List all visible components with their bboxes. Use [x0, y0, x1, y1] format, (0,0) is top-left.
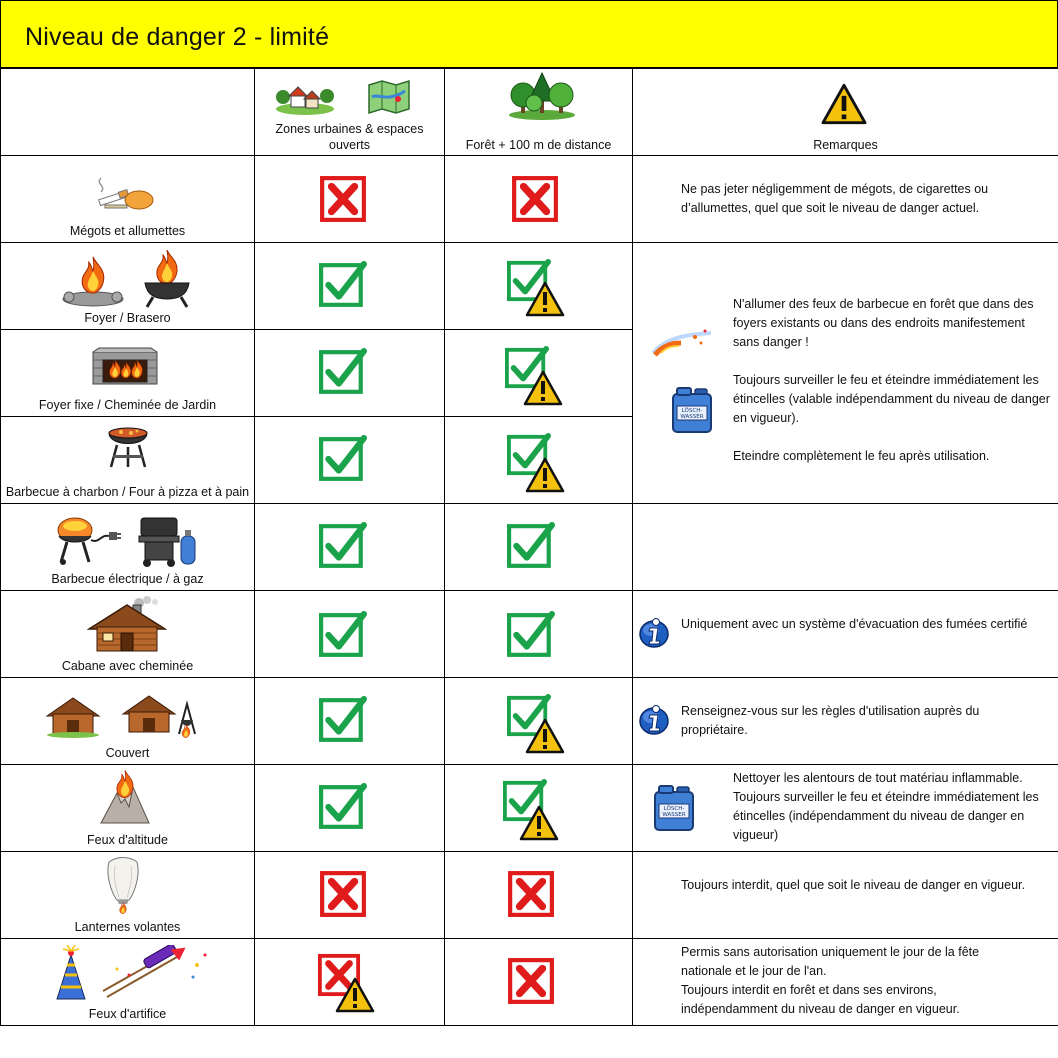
lantern-icon — [103, 856, 143, 914]
row-label-cell — [1, 156, 255, 243]
forbidden-icon — [319, 870, 367, 918]
warning-icon — [525, 718, 565, 754]
bbq-remark-cell — [633, 243, 1058, 504]
table-row — [1, 939, 1058, 1026]
header-forest-cell — [445, 69, 633, 156]
row-label-cell — [1, 504, 255, 591]
table-row — [1, 156, 1058, 243]
forest-status-cell — [445, 765, 633, 852]
remark-cell — [633, 852, 1058, 939]
forest-status-cell — [445, 330, 633, 417]
forest-status-cell — [445, 504, 633, 591]
table-row — [1, 591, 1058, 678]
allowed-icon — [319, 522, 367, 570]
remark-text: Ne pas jeter négligemment de mégots, de cigarettes ou d’allumettes, quel que soit le niveau de danger actuel. — [681, 182, 989, 215]
urban-status-cell — [255, 243, 445, 330]
row-label-cell — [1, 765, 255, 852]
shelter-icon — [45, 694, 101, 738]
remark-cell — [633, 156, 1058, 243]
row-label: Foyer / Brasero — [84, 311, 171, 325]
remark-text: Toujours interdit en forêt et dans ses environs, indépendamment du niveau de danger en vigueur. — [681, 983, 960, 1016]
forbidden-icon — [319, 175, 367, 223]
cigarette-icon — [91, 174, 157, 214]
header-row — [1, 69, 1058, 156]
allowed-icon — [319, 261, 367, 309]
warning-icon — [525, 457, 565, 493]
warning-icon — [335, 977, 375, 1013]
remark-cell — [633, 678, 1058, 765]
allowed-icon — [319, 783, 367, 831]
urban-status-cell — [255, 504, 445, 591]
row-label-cell — [1, 243, 255, 330]
map-icon — [367, 79, 411, 115]
row-label: Couvert — [105, 746, 150, 760]
remark-text: Toujours surveiller le feu et éteindre immédiatement les étincelles (valable indépendamment du niveau de danger en vigueur). — [733, 373, 1050, 425]
allowed-icon — [507, 522, 555, 570]
table-row — [1, 504, 1058, 591]
allowed-icon — [319, 696, 367, 744]
remark-cell — [633, 504, 1058, 591]
header-urban-label: Zones urbaines & espaces ouverts — [275, 122, 424, 152]
title-banner — [0, 0, 1058, 68]
urban-status-cell — [255, 939, 445, 1026]
row-label: Mégots et allumettes — [69, 224, 186, 238]
row-label-cell — [1, 417, 255, 504]
row-label: Cabane avec cheminée — [61, 659, 194, 673]
urban-status-cell — [255, 156, 445, 243]
campfire-icon — [61, 251, 125, 307]
forest-status-cell — [445, 417, 633, 504]
row-label-cell — [1, 591, 255, 678]
brazier-icon — [141, 247, 193, 309]
forbidden-icon — [511, 175, 559, 223]
header-remarks-label: Remarques — [813, 138, 878, 152]
allowed-icon — [319, 348, 367, 396]
urban-status-cell — [255, 591, 445, 678]
header-urban-cell — [255, 69, 445, 156]
gas-grill-icon — [137, 516, 199, 568]
remark-cell — [633, 939, 1058, 1026]
row-label: Feux d'artifice — [88, 1007, 167, 1021]
forbidden-icon — [507, 957, 555, 1005]
row-label: Foyer fixe / Cheminée de Jardin — [38, 398, 217, 412]
mountain-fire-icon — [99, 769, 151, 825]
remark-cell — [633, 591, 1058, 678]
electric-grill-icon — [53, 514, 123, 566]
shelter-icon — [121, 692, 201, 740]
forest-status-cell — [445, 156, 633, 243]
header-remarks-cell — [633, 69, 1058, 156]
warning-icon — [525, 281, 565, 317]
grill-icon — [105, 421, 151, 469]
spark-icon — [651, 325, 717, 359]
remark-text: N'allumer des feux de barbecue en forêt que dans des foyers existants ou dans des endroits manifestement sans danger ! — [733, 297, 1034, 349]
forest-icon — [507, 71, 577, 121]
header-forest-label: Forêt + 100 m de distance — [465, 138, 612, 152]
row-label: Barbecue électrique / à gaz — [51, 572, 204, 586]
table-row — [1, 765, 1058, 852]
forest-status-cell — [445, 243, 633, 330]
header-empty-cell — [1, 69, 255, 156]
fireplace-icon — [89, 346, 161, 388]
warning-icon — [523, 370, 563, 406]
row-label-cell — [1, 678, 255, 765]
row-label-cell — [1, 939, 255, 1026]
forbidden-icon — [507, 870, 555, 918]
remark-text: Uniquement avec un système d'évacuation des fumées certifié — [681, 617, 1028, 631]
row-label: Lanternes volantes — [74, 920, 181, 934]
allowed-icon — [507, 611, 555, 659]
forest-status-cell — [445, 678, 633, 765]
warning-icon — [519, 805, 559, 841]
forest-status-cell — [445, 852, 633, 939]
table-row — [1, 678, 1058, 765]
urban-status-cell — [255, 330, 445, 417]
warning-icon — [820, 83, 868, 125]
remark-text: Eteindre complètement le feu après utilisation. — [733, 449, 990, 463]
table-row — [1, 243, 1058, 330]
info-icon — [637, 615, 671, 649]
forest-status-cell — [445, 591, 633, 678]
remark-text: Nettoyer les alentours de tout matériau inflammable. Toujours surveiller le feu et éteindre immédiatement les étincelles (indépendamment du niveau de danger en vigueur) — [733, 771, 1039, 842]
row-label-cell — [1, 852, 255, 939]
water-canister-icon — [667, 383, 717, 435]
urban-status-cell — [255, 417, 445, 504]
forest-status-cell — [445, 939, 633, 1026]
village-icon — [275, 81, 335, 115]
table-row — [1, 852, 1058, 939]
row-label: Feux d'altitude — [87, 833, 168, 847]
urban-status-cell — [255, 852, 445, 939]
water-canister-icon — [649, 781, 699, 833]
remark-text: Renseignez-vous sur les règles d'utilisation auprès du propriétaire. — [681, 704, 980, 737]
remark-cell — [633, 765, 1058, 852]
info-icon — [637, 702, 671, 736]
remark-text: Permis sans autorisation uniquement le jour de la fête nationale et le jour de l'an. — [681, 945, 980, 978]
remark-text: Toujours interdit, quel que soit le niveau de danger en vigueur. — [681, 878, 1025, 892]
page-title: Niveau de danger 2 - limité — [25, 23, 330, 51]
urban-status-cell — [255, 765, 445, 852]
urban-status-cell — [255, 678, 445, 765]
cabin-icon — [87, 595, 167, 655]
row-label: Barbecue à charbon / Four à pizza et à pain — [5, 485, 250, 499]
allowed-icon — [319, 435, 367, 483]
allowed-icon — [319, 611, 367, 659]
rules-table — [0, 68, 1058, 1026]
row-label-cell — [1, 330, 255, 417]
fireworks-icon — [47, 945, 211, 1003]
